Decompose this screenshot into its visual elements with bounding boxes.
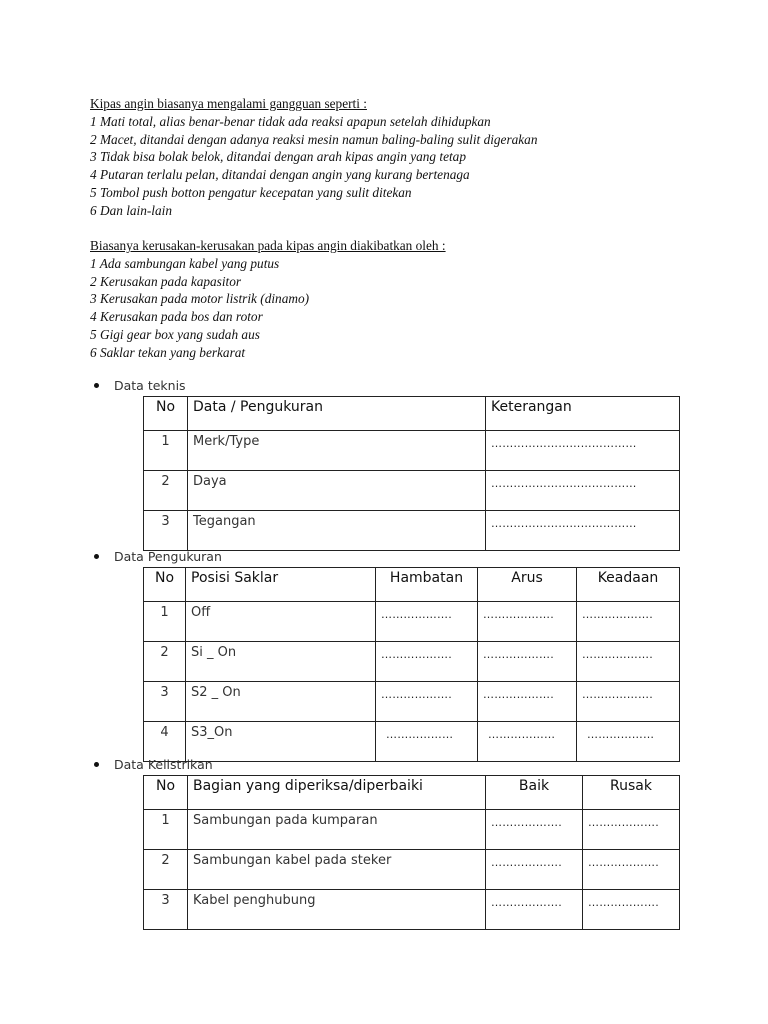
kerusakan-item: 4 Kerusakan pada bos dan rotor	[90, 309, 263, 325]
bullet-icon	[94, 554, 99, 559]
table-cell: 1	[144, 602, 186, 642]
kerusakan-item: 5 Gigi gear box yang sudah aus	[90, 326, 260, 342]
header-cell: Arus	[478, 568, 577, 602]
table-cell: 3	[144, 890, 188, 930]
table-row	[144, 810, 680, 850]
gangguan-item: 4 Putaran terlalu pelan, ditandai dengan angin yang kurang bertenaga	[90, 167, 470, 183]
header-cell: Rusak	[583, 776, 680, 810]
table-row	[144, 850, 680, 890]
table-row	[144, 431, 680, 471]
table-cell: Tegangan	[188, 511, 486, 551]
fill-blank: ……………….	[486, 850, 583, 890]
header-cell: Keterangan	[486, 397, 680, 431]
gangguan-item: 3 Tidak bisa bolak belok, ditandai dengan arah kipas angin yang tetap	[90, 149, 466, 165]
table-cell: S2 _ On	[186, 682, 376, 722]
fill-blank: ……………….	[486, 890, 583, 930]
header-cell: Hambatan	[376, 568, 478, 602]
header-cell: Keadaan	[577, 568, 680, 602]
fill-blank: …………………………………	[486, 511, 680, 551]
kerusakan-section	[90, 237, 690, 362]
data-kelistrikan-label: Data Kelistrikan	[114, 757, 213, 772]
data-pengukuran-table	[143, 567, 680, 762]
fill-blank: …………………………………	[486, 471, 680, 511]
table-cell: Daya	[188, 471, 486, 511]
table-header-row	[144, 776, 680, 810]
table-cell: 2	[144, 642, 186, 682]
gangguan-item: 6 Dan lain-lain	[90, 202, 172, 218]
fill-blank: ……………….	[376, 642, 478, 682]
fill-blank: ……………….	[583, 890, 680, 930]
table-cell: 2	[144, 471, 188, 511]
data-pengukuran-label: Data Pengukuran	[114, 549, 222, 564]
fill-blank: ……………….	[478, 642, 577, 682]
header-cell: Baik	[486, 776, 583, 810]
table-row	[144, 722, 680, 762]
data-kelistrikan-table	[143, 775, 680, 930]
table-cell: Sambungan kabel pada steker	[188, 850, 486, 890]
table-row	[144, 602, 680, 642]
fill-blank: ………………	[376, 722, 478, 762]
fill-blank: ……………….	[478, 602, 577, 642]
kerusakan-item: 1 Ada sambungan kabel yang putus	[90, 255, 280, 271]
fill-blank: ……………….	[583, 850, 680, 890]
header-cell: Data / Pengukuran	[188, 397, 486, 431]
table-cell: 3	[144, 682, 186, 722]
table-cell: Si _ On	[186, 642, 376, 682]
fill-blank: ……………….	[486, 810, 583, 850]
gangguan-item: 2 Macet, ditandai dengan adanya reaksi mesin namun baling-baling sulit digerakan	[90, 131, 538, 147]
bullet-icon	[94, 762, 99, 767]
table-cell: 2	[144, 850, 188, 890]
data-teknis-bullet	[94, 378, 186, 393]
table-cell: Merk/Type	[188, 431, 486, 471]
table-cell: 1	[144, 810, 188, 850]
table-cell: Off	[186, 602, 376, 642]
fill-blank: …………………………………	[486, 431, 680, 471]
table-cell: 4	[144, 722, 186, 762]
data-pengukuran-bullet	[94, 549, 222, 564]
table-cell: 3	[144, 511, 188, 551]
fill-blank: ……………….	[376, 682, 478, 722]
kerusakan-item: 3 Kerusakan pada motor listrik (dinamo)	[90, 291, 310, 307]
table-cell: Kabel penghubung	[188, 890, 486, 930]
header-cell: Posisi Saklar	[186, 568, 376, 602]
table-row	[144, 890, 680, 930]
fill-blank: ……………….	[577, 602, 680, 642]
gangguan-item: 1 Mati total, alias benar-benar tidak ada reaksi apapun setelah dihidupkan	[90, 113, 491, 129]
fill-blank: ……………….	[376, 602, 478, 642]
header-cell: Bagian yang diperiksa/diperbaiki	[188, 776, 486, 810]
table-header-row	[144, 568, 680, 602]
fill-blank: ……………….	[577, 642, 680, 682]
fill-blank: ……………….	[577, 682, 680, 722]
table-header-row	[144, 397, 680, 431]
fill-blank: ……………….	[583, 810, 680, 850]
table-row	[144, 682, 680, 722]
data-kelistrikan-bullet	[94, 757, 213, 772]
data-teknis-label: Data teknis	[114, 378, 186, 393]
fill-blank: ………………	[577, 722, 680, 762]
kerusakan-item: 2 Kerusakan pada kapasitor	[90, 273, 242, 289]
kerusakan-item: 6 Saklar tekan yang berkarat	[90, 344, 246, 360]
kerusakan-heading: Biasanya kerusakan-kerusakan pada kipas angin diakibatkan oleh :	[90, 238, 446, 253]
header-cell: No	[144, 776, 188, 810]
table-row	[144, 511, 680, 551]
bullet-icon	[94, 383, 99, 388]
table-row	[144, 471, 680, 511]
header-cell: No	[144, 397, 188, 431]
table-cell: S3_On	[186, 722, 376, 762]
table-cell: 1	[144, 431, 188, 471]
fill-blank: ……………….	[478, 682, 577, 722]
table-cell: Sambungan pada kumparan	[188, 810, 486, 850]
table-row	[144, 642, 680, 682]
header-cell: No	[144, 568, 186, 602]
gangguan-heading: Kipas angin biasanya mengalami gangguan seperti :	[90, 96, 367, 111]
fill-blank: ………………	[478, 722, 577, 762]
gangguan-item: 5 Tombol push botton pengatur kecepatan yang sulit ditekan	[90, 184, 412, 200]
data-teknis-table	[143, 396, 680, 551]
gangguan-section	[90, 95, 690, 220]
